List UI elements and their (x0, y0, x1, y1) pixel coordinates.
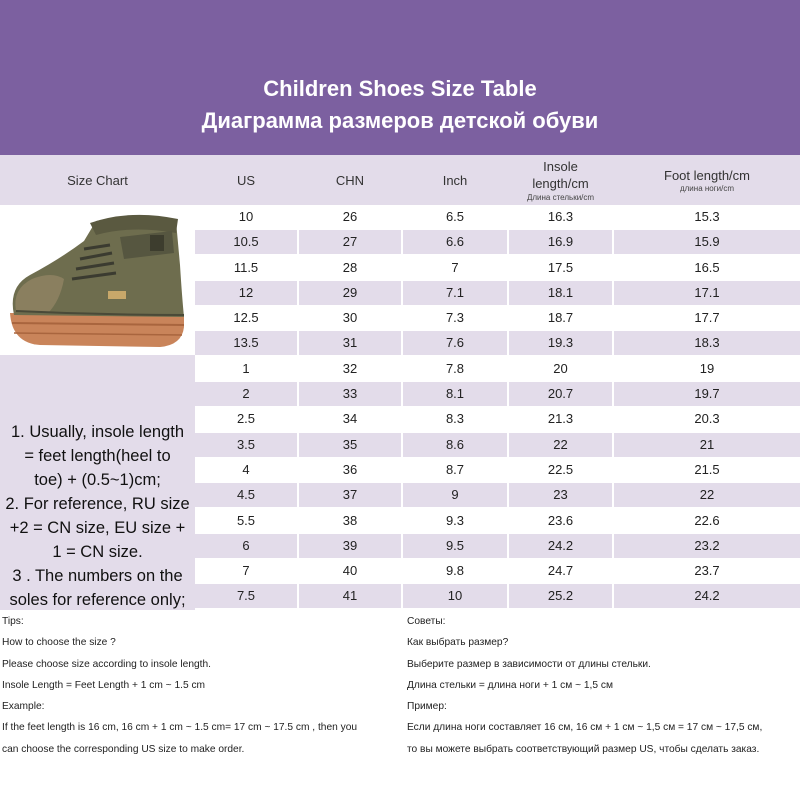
col-insole-ru: Длина стельки/cm (526, 193, 595, 202)
cell-chn: 38 (299, 509, 401, 533)
table-row (195, 357, 800, 381)
cell-inch: 9.8 (403, 559, 507, 583)
cell-foot: 21 (614, 433, 800, 457)
cell-us: 7.5 (195, 584, 297, 608)
tip-line: Tips: (2, 616, 24, 627)
cell-us: 2.5 (195, 407, 297, 431)
table-row (195, 256, 800, 280)
tip-line: Please choose size according to insole length. (2, 658, 211, 670)
cell-us: 4.5 (195, 483, 297, 507)
cell-us: 7 (195, 559, 297, 583)
cell-us: 10 (195, 205, 297, 229)
cell-inch: 8.1 (403, 382, 507, 406)
tip-line: Советы: (407, 616, 446, 627)
cell-insole: 20.7 (509, 382, 612, 406)
cell-chn: 27 (299, 230, 401, 254)
cell-chn: 37 (299, 483, 401, 507)
table-row (195, 230, 800, 254)
table-row (195, 584, 800, 608)
cell-foot: 15.9 (614, 230, 800, 254)
cell-foot: 21.5 (614, 458, 800, 482)
tips-english (2, 611, 400, 760)
cell-inch: 6.6 (403, 230, 507, 254)
col-size-chart: Size Chart (67, 172, 128, 188)
cell-insole: 21.3 (509, 407, 612, 431)
cell-insole: 23.6 (509, 509, 612, 533)
cell-chn: 26 (299, 205, 401, 229)
cell-chn: 35 (299, 433, 401, 457)
table-row (195, 382, 800, 406)
note-line: 1 = CN size. (52, 543, 143, 561)
cell-inch: 7 (403, 256, 507, 280)
cell-inch: 7.1 (403, 281, 507, 305)
cell-chn: 28 (299, 256, 401, 280)
cell-insole: 24.2 (509, 534, 612, 558)
cell-chn: 39 (299, 534, 401, 558)
tip-line: Example: (2, 701, 45, 713)
title-en: Children Shoes Size Table (263, 76, 537, 101)
tip-line: Если длина ноги составляет 16 см, 16 см + 1 см ~ 1,5 см = 17 см ~ 17,5 см, (407, 722, 763, 734)
cell-foot: 24.2 (614, 584, 800, 608)
cell-foot: 17.7 (614, 306, 800, 330)
cell-insole: 18.7 (509, 306, 612, 330)
cell-us: 11.5 (195, 256, 297, 280)
cell-insole: 16.9 (509, 230, 612, 254)
cell-insole: 20 (509, 357, 612, 381)
tip-line: If the feet length is 16 cm, 16 cm + 1 cm ~ 1.5 cm= 17 cm ~ 17.5 cm , then you (2, 722, 358, 734)
header-banner (0, 0, 800, 155)
cell-chn: 30 (299, 306, 401, 330)
tip-line: то вы можете выбрать соответствующий размер US, чтобы сделать заказ. (407, 743, 760, 755)
cell-chn: 29 (299, 281, 401, 305)
cell-chn: 32 (299, 357, 401, 381)
cell-us: 13.5 (195, 331, 297, 355)
cell-us: 6 (195, 534, 297, 558)
table-row (195, 433, 800, 457)
cell-insole: 19.3 (509, 331, 612, 355)
cell-insole: 24.7 (509, 559, 612, 583)
table-row (195, 407, 800, 431)
table-row (195, 281, 800, 305)
cell-chn: 40 (299, 559, 401, 583)
table-row (195, 559, 800, 583)
cell-inch: 7.6 (403, 331, 507, 355)
table-row (195, 331, 800, 355)
cell-insole: 25.2 (509, 584, 612, 608)
cell-inch: 9 (403, 483, 507, 507)
tip-line: Выберите размер в зависимости от длины стельки. (407, 658, 651, 670)
cell-chn: 33 (299, 382, 401, 406)
cell-us: 1 (195, 357, 297, 381)
note-line: soles for reference only; (9, 591, 186, 609)
cell-inch: 8.7 (403, 458, 507, 482)
note-line: +2 = CN size, EU size + (9, 519, 186, 537)
note-line: 3 . The numbers on the (12, 567, 183, 585)
cell-us: 10.5 (195, 230, 297, 254)
cell-inch: 9.5 (403, 534, 507, 558)
table-header (0, 155, 800, 205)
cell-foot: 19.7 (614, 382, 800, 406)
cell-inch: 7.3 (403, 306, 507, 330)
tip-line: Insole Length = Feet Length + 1 cm ~ 1.5 cm (2, 679, 206, 691)
col-chn: CHN (335, 172, 365, 188)
boot-icon (0, 205, 195, 355)
cell-foot: 16.5 (614, 256, 800, 280)
cell-us: 12.5 (195, 306, 297, 330)
tip-line: How to choose the size ? (2, 637, 116, 649)
cell-chn: 36 (299, 458, 401, 482)
cell-chn: 41 (299, 584, 401, 608)
note-line: 1. Usually, insole length (10, 423, 185, 441)
cell-insole: 22.5 (509, 458, 612, 482)
cell-foot: 19 (614, 357, 800, 381)
cell-chn: 34 (299, 407, 401, 431)
cell-us: 5.5 (195, 509, 297, 533)
table-row (195, 458, 800, 482)
cell-inch: 8.6 (403, 433, 507, 457)
table-row (195, 509, 800, 533)
tip-line: Пример: (407, 701, 447, 713)
cell-us: 2 (195, 382, 297, 406)
col-inch: Inch (442, 172, 468, 188)
cell-chn: 31 (299, 331, 401, 355)
cell-insole: 23 (509, 483, 612, 507)
boot-image (0, 205, 195, 355)
tip-line: Как выбрать размер? (407, 637, 509, 649)
cell-foot: 22 (614, 483, 800, 507)
table-row (195, 306, 800, 330)
tip-line: Длина стельки = длина ноги + 1 см ~ 1,5 см (407, 679, 613, 691)
table-row (195, 534, 800, 558)
cell-insole: 17.5 (509, 256, 612, 280)
table-row (195, 205, 800, 229)
cell-foot: 23.2 (614, 534, 800, 558)
size-table (195, 205, 800, 610)
cell-foot: 23.7 (614, 559, 800, 583)
note-line: 2. For reference, RU size (5, 495, 190, 513)
cell-inch: 10 (403, 584, 507, 608)
usage-notes (0, 420, 195, 612)
cell-foot: 22.6 (614, 509, 800, 533)
tips-russian (407, 611, 800, 760)
cell-insole: 16.3 (509, 205, 612, 229)
tip-line: can choose the corresponding US size to make order. (2, 743, 245, 755)
col-foot-ru: длина ноги/cm (679, 183, 735, 193)
cell-insole: 22 (509, 433, 612, 457)
cell-foot: 17.1 (614, 281, 800, 305)
cell-inch: 9.3 (403, 509, 507, 533)
cell-inch: 6.5 (403, 205, 507, 229)
note-line: toe) + (0.5~1)cm; (34, 471, 161, 489)
cell-us: 12 (195, 281, 297, 305)
cell-inch: 8.3 (403, 407, 507, 431)
col-us: US (236, 172, 256, 188)
col-insole: Insole length/cm Длина стельки/cm (526, 159, 595, 202)
cell-foot: 15.3 (614, 205, 800, 229)
cell-us: 4 (195, 458, 297, 482)
cell-inch: 7.8 (403, 357, 507, 381)
cell-insole: 18.1 (509, 281, 612, 305)
cell-us: 3.5 (195, 433, 297, 457)
col-foot: Foot length/cm длина ноги/cm (664, 167, 750, 193)
note-line: = feet length(heel to (24, 447, 171, 465)
cell-foot: 20.3 (614, 407, 800, 431)
cell-foot: 18.3 (614, 331, 800, 355)
table-row (195, 483, 800, 507)
title-ru: Диаграмма размеров детской обуви (201, 108, 599, 133)
